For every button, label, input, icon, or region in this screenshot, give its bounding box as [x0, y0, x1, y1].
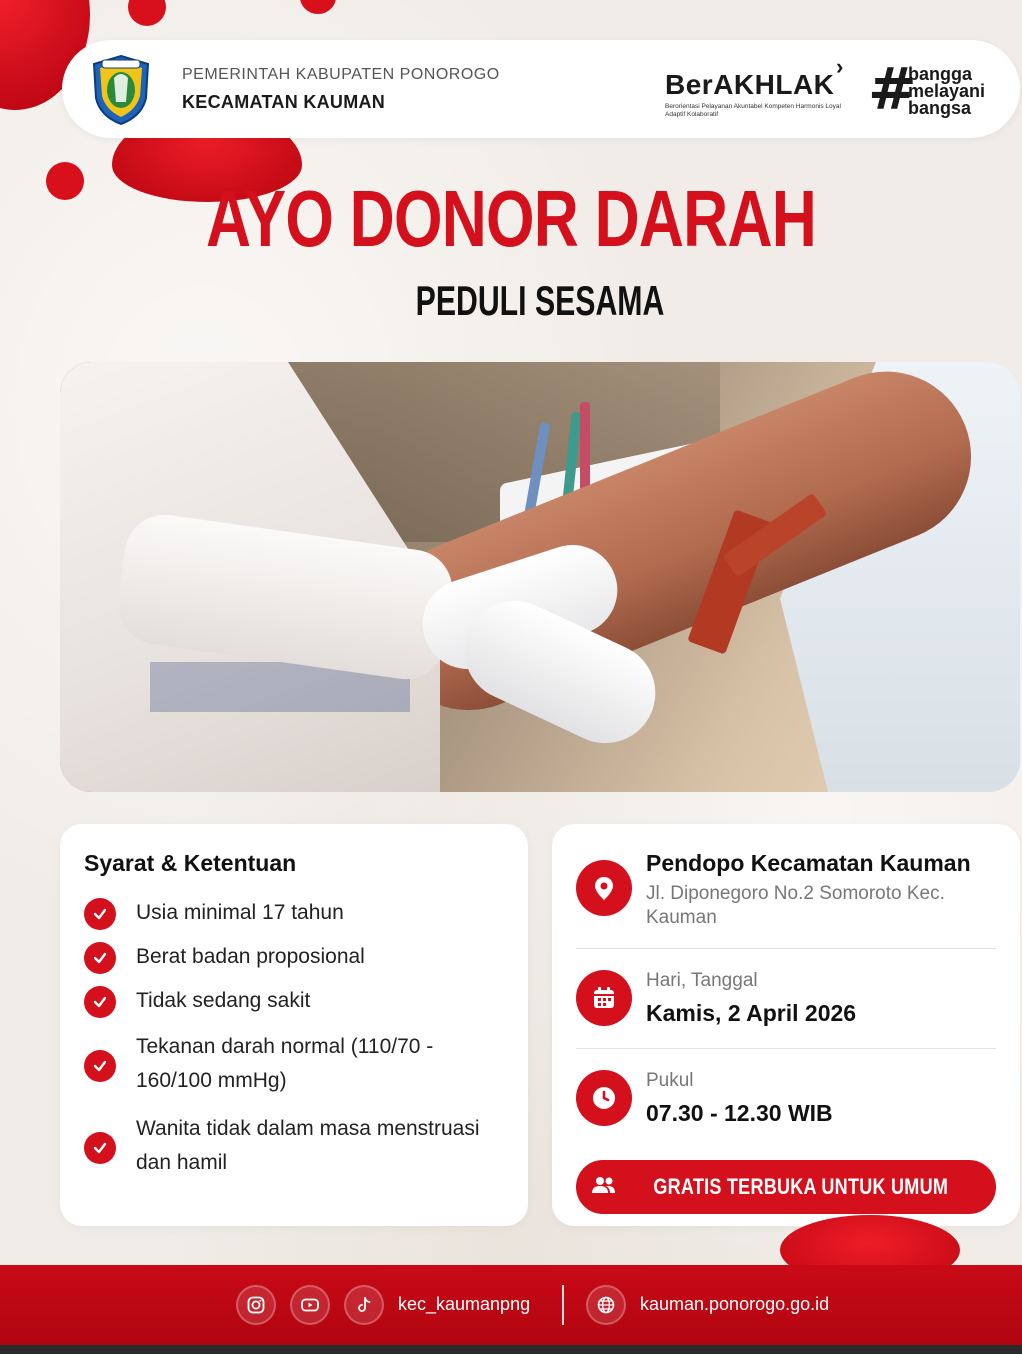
bangsa-line: bangsa [908, 98, 972, 118]
page-title: AYO DONOR DARAH [205, 174, 817, 263]
government-name: PEMERINTAH KABUPATEN PONOROGO [182, 66, 500, 83]
location-name: Pendopo Kecamatan Kauman [646, 850, 971, 876]
check-icon [84, 1050, 116, 1082]
tiktok-icon[interactable] [344, 1285, 384, 1325]
time-value: 07.30 - 12.30 WIB [646, 1100, 833, 1126]
berakhlak-title: BerAKHLAK [665, 69, 835, 100]
berakhlak-subtitle: Berorientasi Pelayanan Akuntabel Kompeten Harmonis Loyal Adaptif Kolaboratif [665, 103, 841, 118]
users-icon [591, 1176, 617, 1199]
check-icon [84, 942, 116, 974]
page-subtitle: PEDULI SESAMA [415, 277, 665, 324]
date-value: Kamis, 2 April 2026 [646, 1000, 857, 1026]
globe-icon [586, 1285, 626, 1325]
berakhlak-logo [665, 70, 855, 119]
location-address: Jl. Diponegoro No.2 Somoroto Kec. Kauman [646, 883, 945, 928]
instagram-icon[interactable] [236, 1285, 276, 1325]
chevron-right-icon: › [836, 54, 844, 79]
bangga-melayani-logo [868, 55, 998, 123]
check-icon [84, 986, 116, 1018]
bangga-line: bangga [908, 64, 973, 84]
footer-divider [562, 1285, 564, 1325]
district-name: KECAMATAN KAUMAN [182, 92, 386, 112]
footer-bar [0, 1265, 1022, 1345]
requirement-text: Berat badan proposional [136, 945, 365, 968]
event-info-card [552, 824, 1020, 1226]
social-handle[interactable]: kec_kaumanpng [398, 1294, 531, 1314]
youtube-icon[interactable] [290, 1285, 330, 1325]
divider [576, 1048, 996, 1049]
date-label: Hari, Tanggal [646, 970, 758, 991]
divider [576, 948, 996, 949]
blood-drop-decoration [46, 162, 84, 200]
requirements-card [60, 824, 528, 1226]
website-link[interactable]: kauman.ponorogo.go.id [640, 1294, 830, 1314]
free-public-badge [576, 1160, 996, 1214]
time-label: Pukul [646, 1070, 694, 1091]
location-pin-icon [576, 860, 632, 916]
hashtag-icon: # [868, 55, 917, 123]
free-public-text: GRATIS TERBUKA UNTUK UMUM [653, 1174, 949, 1199]
blood-donation-photo [60, 362, 1020, 792]
requirement-text: Usia minimal 17 tahun [136, 901, 344, 924]
melayani-line: melayani [908, 81, 986, 101]
bangga-melayani-text [908, 66, 985, 117]
ponorogo-crest-icon [90, 54, 152, 126]
bottom-strip [0, 1345, 1022, 1354]
clock-icon [576, 1070, 632, 1126]
requirement-text: Tidak sedang sakit [136, 989, 311, 1012]
calendar-icon [576, 970, 632, 1026]
check-icon [84, 898, 116, 930]
header-bar [62, 40, 1020, 138]
requirements-title: Syarat & Ketentuan [84, 850, 297, 876]
requirement-text: Tekanan darah normal (110/70 - 160/100 mmHg) [136, 1035, 434, 1092]
check-icon [84, 1132, 116, 1164]
requirement-text: Wanita tidak dalam masa menstruasi dan hamil [136, 1117, 480, 1174]
